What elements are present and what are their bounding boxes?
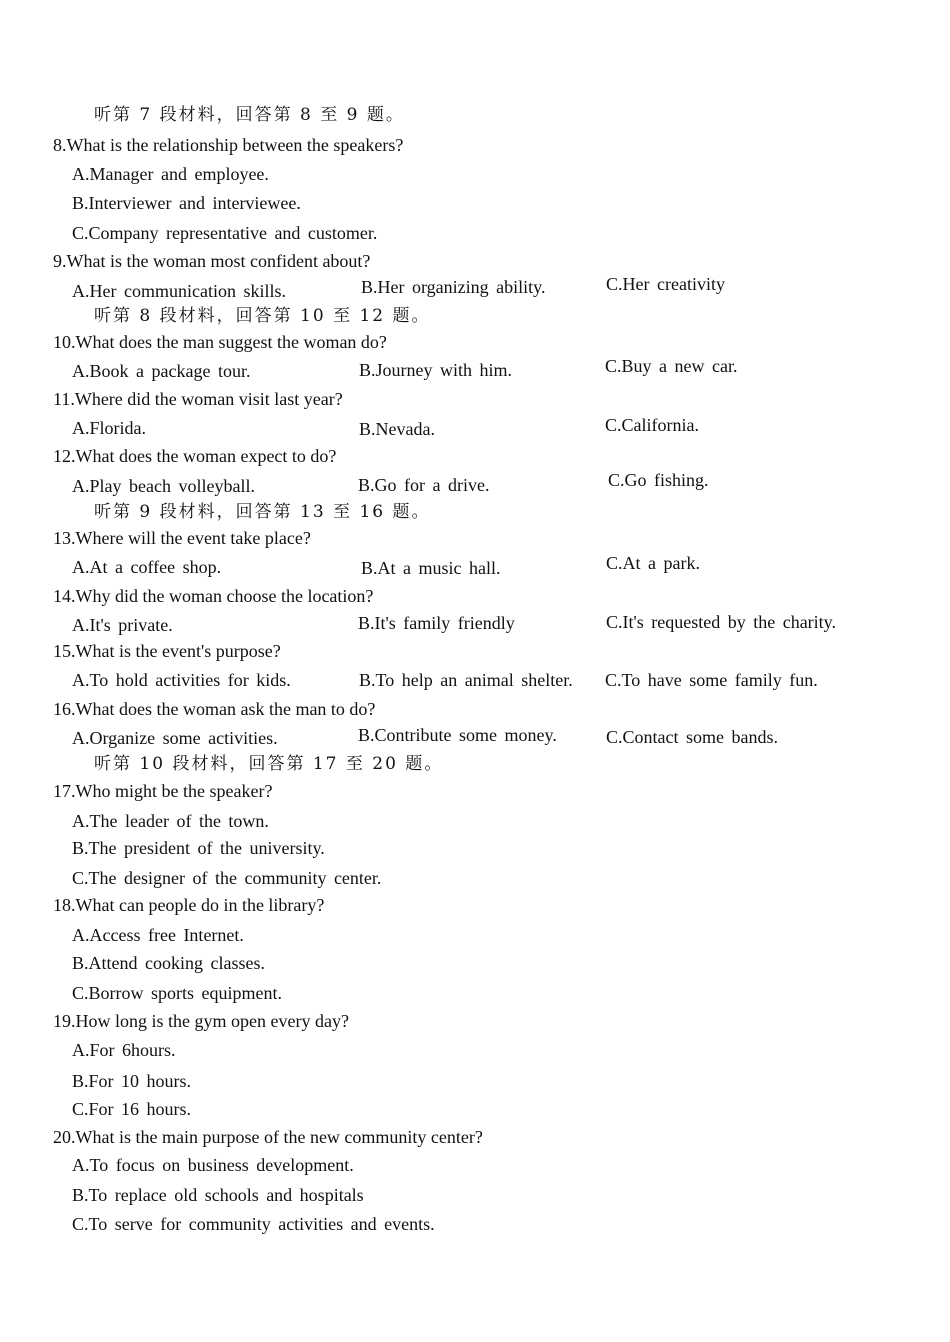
question-11-option-c: C.California. (605, 415, 699, 435)
question-14-option-c: C.It's requested by the charity. (606, 612, 837, 632)
question-10-option-c: C.Buy a new car. (605, 356, 738, 376)
question-19-option-b: B.For 10 hours. (72, 1071, 192, 1091)
section-heading-7: 听第 7 段材料，回答第 8 至 9 题。 (94, 105, 405, 125)
question-17-stem: 17.Who might be the speaker? (53, 781, 273, 801)
question-8-option-a: A.Manager and employee. (72, 164, 269, 184)
question-11-option-a: A.Florida. (72, 418, 146, 438)
question-16-option-a: A.Organize some activities. (72, 728, 278, 748)
question-9-stem: 9.What is the woman most confident about? (53, 251, 371, 271)
question-18-option-c: C.Borrow sports equipment. (72, 983, 282, 1003)
section-heading-9: 听第 9 段材料，回答第 13 至 16 题。 (94, 502, 431, 522)
question-20-option-b: B.To replace old schools and hospitals (72, 1185, 364, 1205)
question-20-stem: 20.What is the main purpose of the new community center? (53, 1127, 483, 1147)
question-16-option-c: C.Contact some bands. (606, 727, 778, 747)
question-18-option-b: B.Attend cooking classes. (72, 953, 265, 973)
question-10-option-b: B.Journey with him. (359, 360, 512, 380)
question-13-option-c: C.At a park. (606, 553, 700, 573)
question-12-stem: 12.What does the woman expect to do? (53, 446, 337, 466)
question-17-option-b: B.The president of the university. (72, 838, 325, 858)
question-8-option-c: C.Company representative and customer. (72, 223, 378, 243)
section-heading-10: 听第 10 段材料，回答第 17 至 20 题。 (94, 754, 444, 774)
question-9-option-b: B.Her organizing ability. (361, 277, 546, 297)
question-8-stem: 8.What is the relationship between the speakers? (53, 135, 404, 155)
question-15-option-a: A.To hold activities for kids. (72, 670, 291, 690)
question-9-option-a: A.Her communication skills. (72, 281, 286, 301)
question-9-option-c: C.Her creativity (606, 274, 725, 294)
question-19-stem: 19.How long is the gym open every day? (53, 1011, 349, 1031)
question-12-option-b: B.Go for a drive. (358, 475, 490, 495)
question-18-option-a: A.Access free Internet. (72, 925, 244, 945)
question-15-option-b: B.To help an animal shelter. (359, 670, 573, 690)
question-13-stem: 13.Where will the event take place? (53, 528, 311, 548)
question-15-option-c: C.To have some family fun. (605, 670, 818, 690)
question-14-option-a: A.It's private. (72, 615, 173, 635)
question-19-option-c: C.For 16 hours. (72, 1099, 192, 1119)
section-heading-8: 听第 8 段材料，回答第 10 至 12 题。 (94, 306, 431, 326)
question-11-stem: 11.Where did the woman visit last year? (53, 389, 343, 409)
question-16-option-b: B.Contribute some money. (358, 725, 557, 745)
question-12-option-a: A.Play beach volleyball. (72, 476, 255, 496)
question-20-option-a: A.To focus on business development. (72, 1155, 354, 1175)
question-13-option-b: B.At a music hall. (361, 558, 501, 578)
question-13-option-a: A.At a coffee shop. (72, 557, 222, 577)
question-15-stem: 15.What is the event's purpose? (53, 641, 281, 661)
question-10-stem: 10.What does the man suggest the woman do? (53, 332, 387, 352)
question-8-option-b: B.Interviewer and interviewee. (72, 193, 301, 213)
question-11-option-b: B.Nevada. (359, 419, 435, 439)
question-14-stem: 14.Why did the woman choose the location? (53, 586, 374, 606)
question-17-option-a: A.The leader of the town. (72, 811, 269, 831)
question-16-stem: 16.What does the woman ask the man to do? (53, 699, 376, 719)
question-19-option-a: A.For 6hours. (72, 1040, 176, 1060)
question-18-stem: 18.What can people do in the library? (53, 895, 325, 915)
question-17-option-c: C.The designer of the community center. (72, 868, 382, 888)
question-14-option-b: B.It's family friendly (358, 613, 515, 633)
question-20-option-c: C.To serve for community activities and events. (72, 1214, 435, 1234)
question-12-option-c: C.Go fishing. (608, 470, 709, 490)
question-10-option-a: A.Book a package tour. (72, 361, 251, 381)
